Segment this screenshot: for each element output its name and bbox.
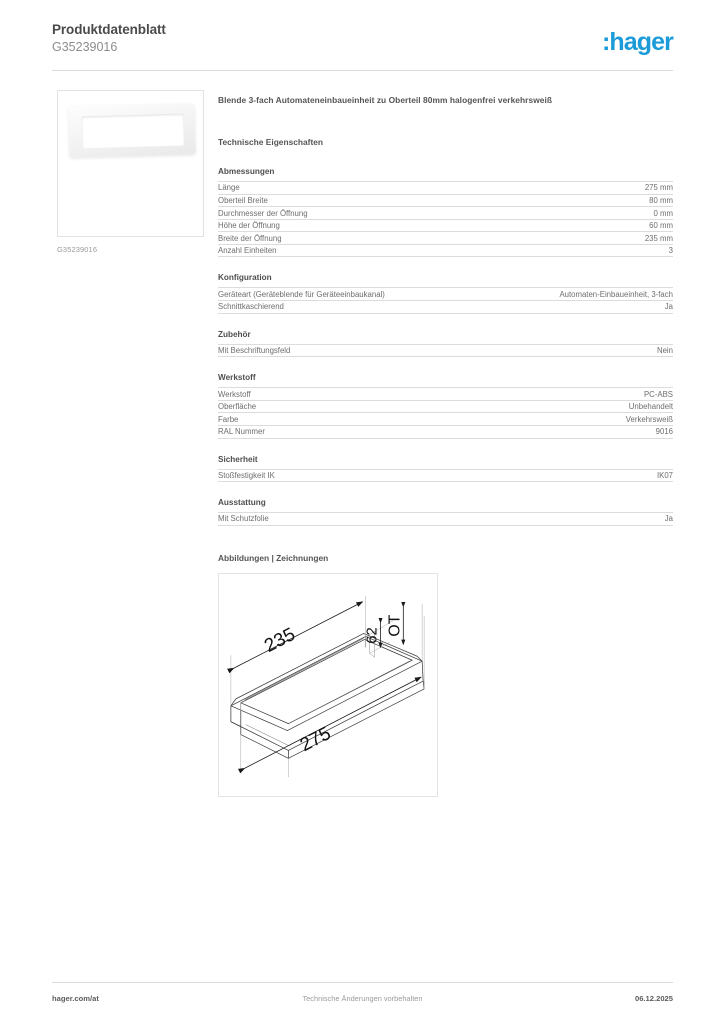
table-row	[218, 219, 673, 232]
spec-label: Stoßfestigkeit IK	[218, 469, 446, 482]
product-image-caption: G35239016	[57, 245, 98, 254]
spec-section	[218, 498, 673, 526]
logo-colon: :	[601, 28, 610, 56]
spec-label: Farbe	[218, 413, 446, 426]
table-row	[218, 207, 673, 220]
table-row	[218, 288, 673, 301]
spec-value: 80 mm	[446, 194, 674, 207]
spec-value: PC-ABS	[446, 388, 674, 401]
spec-section	[218, 273, 673, 313]
spec-label: Schnittkaschierend	[218, 301, 446, 314]
spec-value: Nein	[446, 344, 674, 357]
specifications-container	[218, 167, 673, 526]
spec-value: Unbehandelt	[446, 400, 674, 413]
table-row	[218, 388, 673, 401]
bezel-frame-graphic	[68, 103, 195, 157]
spec-table	[218, 287, 673, 313]
spec-section-title: Konfiguration	[218, 273, 272, 283]
page-header	[52, 22, 673, 70]
page-title: Produktdatenblatt	[52, 22, 166, 37]
spec-section-title: Ausstattung	[218, 498, 266, 508]
spec-label: Höhe der Öffnung	[218, 219, 446, 232]
spec-table	[218, 512, 673, 526]
page-footer	[52, 994, 673, 1006]
spec-section	[218, 330, 673, 358]
table-row	[218, 344, 673, 357]
spec-table	[218, 387, 673, 438]
spec-label: Werkstoff	[218, 388, 446, 401]
header-divider	[52, 70, 673, 71]
technical-properties-heading: Technische Eigenschaften	[218, 137, 324, 147]
spec-value: Ja	[446, 301, 674, 314]
bezel-opening-graphic	[82, 114, 185, 149]
logo-wordmark: hager	[609, 28, 673, 56]
spec-section-title: Werkstoff	[218, 373, 256, 383]
spec-value: 235 mm	[446, 232, 674, 245]
spec-value: IK07	[446, 469, 674, 482]
spec-value: Verkehrsweiß	[446, 413, 674, 426]
spec-table	[218, 181, 673, 257]
spec-value: 0 mm	[446, 207, 674, 220]
product-image	[57, 90, 204, 237]
table-row	[218, 194, 673, 207]
spec-value: 60 mm	[446, 219, 674, 232]
spec-value: Automaten-Einbaueinheit, 3-fach	[446, 288, 674, 301]
product-description: Blende 3-fach Automateneinbaueinheit zu Oberteil 80mm halogenfrei verkehrsweiß	[218, 95, 553, 105]
spec-label: Breite der Öffnung	[218, 232, 446, 245]
technical-drawing	[218, 573, 438, 797]
spec-value: 3	[446, 244, 674, 257]
table-row	[218, 413, 673, 426]
table-row	[218, 232, 673, 245]
spec-label: Oberfläche	[218, 400, 446, 413]
drawings-heading: Abbildungen | Zeichnungen	[218, 552, 329, 563]
footer-date: 06.12.2025	[634, 994, 673, 1003]
product-figure	[57, 90, 204, 254]
dimension-label-275: 275	[296, 721, 334, 755]
table-row	[218, 182, 673, 195]
dimension-label-ot: OT	[386, 614, 404, 637]
spec-label: Mit Schutzfolie	[218, 513, 446, 526]
footer-disclaimer: Technische Änderungen vorbehalten	[302, 994, 423, 1003]
table-row	[218, 400, 673, 413]
spec-value: Ja	[446, 513, 674, 526]
spec-label: Länge	[218, 182, 446, 195]
main-content	[218, 94, 673, 797]
spec-section-title: Zubehör	[218, 329, 251, 339]
spec-label: Geräteart (Geräteblende für Geräteeinbaukanal)	[218, 288, 446, 301]
spec-label: Durchmesser der Öffnung	[218, 207, 446, 220]
spec-section-title: Sicherheit	[218, 454, 258, 464]
spec-label: Anzahl Einheiten	[218, 244, 446, 257]
table-row	[218, 469, 673, 482]
table-row	[218, 513, 673, 526]
dimension-label-235: 235	[260, 622, 299, 656]
spec-table	[218, 469, 673, 483]
spec-value: 275 mm	[446, 182, 674, 195]
table-row	[218, 425, 673, 438]
table-row	[218, 301, 673, 314]
spec-value: 9016	[446, 425, 674, 438]
spec-section	[218, 373, 673, 438]
spec-label: RAL Nummer	[218, 425, 446, 438]
table-row	[218, 244, 673, 257]
product-reference: G35239016	[52, 40, 118, 54]
spec-table	[218, 344, 673, 358]
spec-section	[218, 455, 673, 483]
dimension-label-62: 62	[364, 626, 381, 644]
spec-label: Mit Beschriftungsfeld	[218, 344, 446, 357]
footer-divider	[52, 982, 673, 983]
footer-website[interactable]: hager.com/at	[52, 994, 99, 1003]
hager-logo	[602, 28, 673, 56]
spec-section	[218, 167, 673, 257]
spec-section-title: Abmessungen	[218, 167, 275, 176]
spec-label: Oberteil Breite	[218, 194, 446, 207]
